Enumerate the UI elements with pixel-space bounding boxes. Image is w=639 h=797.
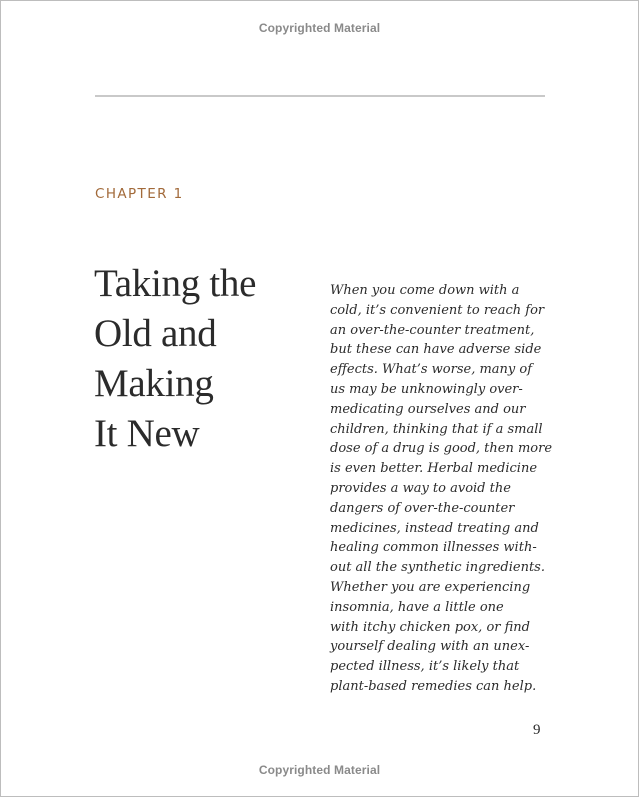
- intro-line: plant-based remedies can help.: [330, 678, 537, 694]
- intro-line: yourself dealing with an unex-: [330, 639, 530, 655]
- chapter-title: [94, 259, 304, 459]
- intro-line: healing common illnesses with-: [330, 540, 537, 556]
- intro-line: us may be unknowingly over-: [330, 381, 523, 397]
- copyright-notice-top: Copyrighted Material: [258, 21, 381, 35]
- intro-line: is even better. Herbal medicine: [330, 461, 538, 477]
- intro-line: provides a way to avoid the: [330, 480, 511, 496]
- intro-line: When you come down with a: [330, 283, 520, 298]
- intro-line: effects. What’s worse, many of: [330, 362, 533, 378]
- header-rule: [95, 95, 545, 97]
- intro-line: children, thinking that if a small: [330, 421, 543, 437]
- intro-line: an over-the-counter treatment,: [330, 322, 535, 338]
- intro-line: medicines, instead treating and: [330, 520, 539, 536]
- page-number: 9: [533, 722, 541, 738]
- intro-line: cold, it’s convenient to reach for: [330, 302, 545, 318]
- chapter-label: CHAPTER 1: [95, 186, 184, 202]
- intro-line: Whether you are experiencing: [330, 579, 531, 595]
- intro-line: dose of a drug is good, then more: [330, 441, 553, 457]
- chapter-title-line: Old and: [94, 312, 217, 355]
- chapter-title-line: It New: [94, 412, 200, 455]
- intro-line: insomnia, have a little one: [330, 599, 504, 615]
- intro-line: but these can have adverse side: [330, 342, 542, 358]
- chapter-intro-paragraph: [330, 281, 553, 697]
- chapter-title-line: Taking the: [94, 262, 257, 305]
- copyright-notice-bottom: Copyrighted Material: [258, 763, 381, 777]
- intro-line: medicating ourselves and our: [330, 401, 526, 417]
- chapter-title-line: Making: [94, 362, 214, 405]
- intro-line: with itchy chicken pox, or find: [330, 619, 530, 635]
- intro-line: dangers of over-the-counter: [330, 500, 515, 516]
- intro-line: pected illness, it’s likely that: [330, 659, 520, 675]
- intro-line: out all the synthetic ingredients.: [330, 560, 545, 576]
